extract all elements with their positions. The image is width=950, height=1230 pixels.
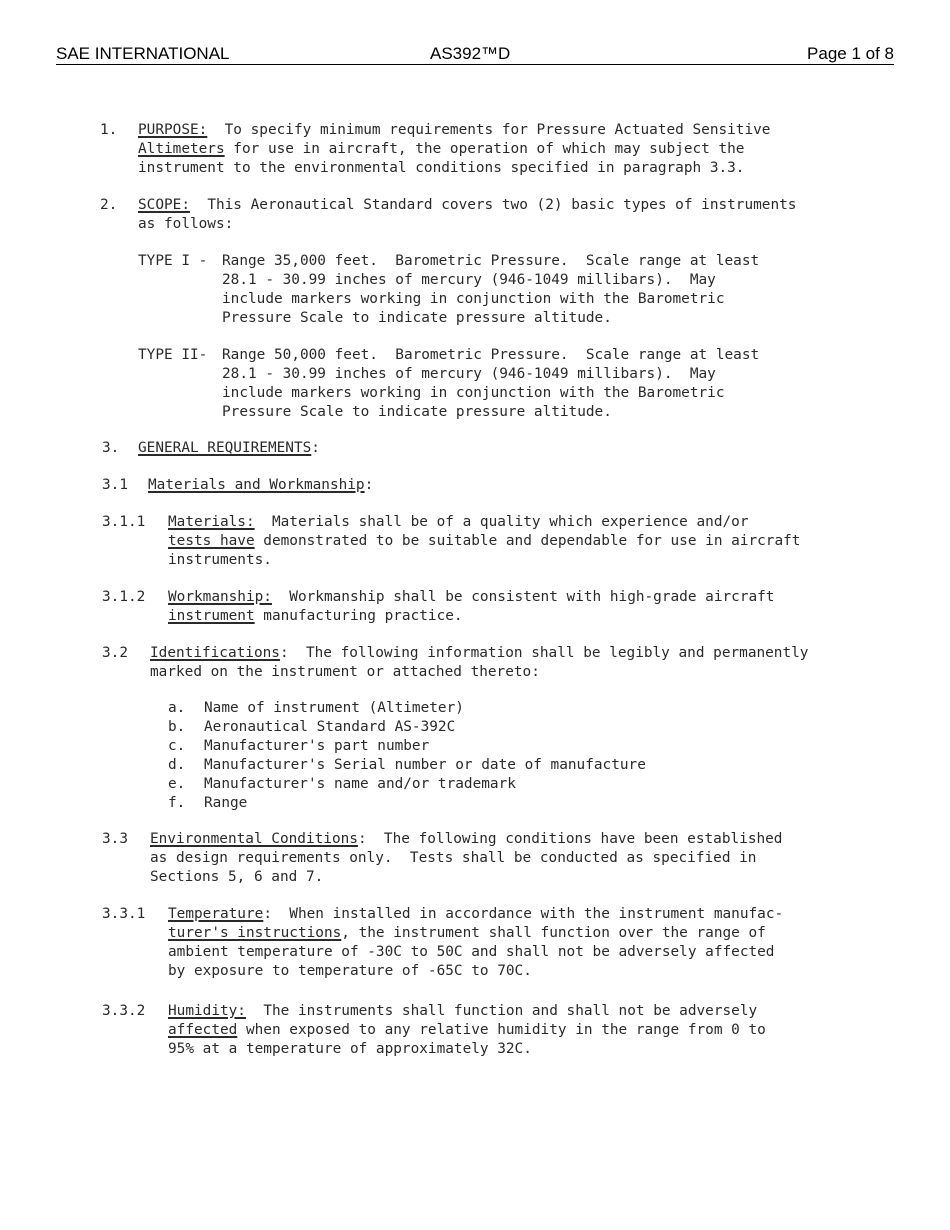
section-3-1-1-title: Materials: — [168, 514, 255, 530]
header-org: SAE INTERNATIONAL — [56, 44, 230, 63]
list-item: Manufacturer's name and/or trademark — [204, 776, 516, 792]
type-1-line-1: Range 35,000 feet. Barometric Pressure. Scale range at least — [222, 253, 760, 269]
type-1-label: TYPE I - — [138, 253, 208, 269]
section-3-3-number: 3.3 — [102, 831, 128, 847]
section-3-2-number: 3.2 — [102, 645, 128, 661]
section-1-line-1: PURPOSE: To specify minimum requirements for Pressure Actuated Sensitive — [138, 122, 771, 138]
section-3-title: GENERAL REQUIREMENTS — [138, 440, 312, 456]
section-3-1-2-line-1: Workmanship: Workmanship shall be consistent with high-grade aircraft — [168, 589, 775, 605]
list-item: Manufacturer's part number — [204, 738, 430, 754]
section-3-number: 3. — [102, 440, 120, 456]
section-3-3-2-line-1: Humidity: The instruments shall function and shall not be adversely — [168, 1003, 758, 1019]
section-3-3-1-line-2: turer's instructions, the instrument shall function over the range of — [168, 925, 766, 941]
section-3-1-heading: Materials and Workmanship: — [148, 477, 374, 493]
section-1-line-2: Altimeters for use in aircraft, the operation of which may subject the — [138, 141, 745, 157]
section-3-heading: GENERAL REQUIREMENTS: — [138, 440, 320, 456]
section-3-3-2-number: 3.3.2 — [102, 1003, 146, 1019]
section-2-line-2: as follows: — [138, 216, 234, 232]
section-3-1-1-number: 3.1.1 — [102, 514, 146, 530]
type-2-line-2: 28.1 - 30.99 inches of mercury (946-1049 millibars). May — [222, 366, 716, 382]
section-3-1-2-title: Workmanship: — [168, 589, 272, 605]
type-1-line-2: 28.1 - 30.99 inches of mercury (946-1049 millibars). May — [222, 272, 716, 288]
section-3-3-1-line-4: by exposure to temperature of -65C to 70C. — [168, 963, 532, 979]
section-2-number: 2. — [100, 197, 118, 213]
section-3-3-line-2: as design requirements only. Tests shall be conducted as specified in — [150, 850, 757, 866]
section-3-3-2-line-3: 95% at a temperature of approximately 32C. — [168, 1041, 532, 1057]
list-item-letter: b. — [168, 719, 186, 735]
section-1-line-3: instrument to the environmental conditions specified in paragraph 3.3. — [138, 160, 745, 176]
section-3-3-title: Environmental Conditions — [150, 831, 358, 847]
section-3-1-2-number: 3.1.2 — [102, 589, 146, 605]
section-3-3-1-line-1: Temperature: When installed in accordance with the instrument manufac- — [168, 906, 784, 922]
type-2-line-1: Range 50,000 feet. Barometric Pressure. Scale range at least — [222, 347, 760, 363]
list-item: Range — [204, 795, 248, 811]
section-3-3-line-1: Environmental Conditions: The following conditions have been established — [150, 831, 783, 847]
section-1-number: 1. — [100, 122, 118, 138]
type-2-label: TYPE II- — [138, 347, 208, 363]
list-item-letter: a. — [168, 700, 186, 716]
section-3-3-1-number: 3.3.1 — [102, 906, 146, 922]
section-3-1-1-line-1: Materials: Materials shall be of a quality which experience and/or — [168, 514, 749, 530]
header-page-number: Page 1 of 8 — [807, 44, 894, 63]
type-1-line-4: Pressure Scale to indicate pressure altitude. — [222, 310, 612, 326]
section-3-3-2-line-2: affected when exposed to any relative humidity in the range from 0 to — [168, 1022, 766, 1038]
list-item: Aeronautical Standard AS-392C — [204, 719, 456, 735]
type-2-line-4: Pressure Scale to indicate pressure altitude. — [222, 404, 612, 420]
section-3-1-number: 3.1 — [102, 477, 128, 493]
list-item: Manufacturer's Serial number or date of manufacture — [204, 757, 646, 773]
type-1-line-3: include markers working in conjunction with the Barometric — [222, 291, 725, 307]
section-3-1-title: Materials and Workmanship — [148, 477, 365, 493]
section-3-2-title: Identifications — [150, 645, 280, 661]
list-item-letter: c. — [168, 738, 186, 754]
section-3-1-2-line-2: instrument manufacturing practice. — [168, 608, 463, 624]
list-item: Name of instrument (Altimeter) — [204, 700, 464, 716]
section-3-1-1-line-3: instruments. — [168, 552, 272, 568]
section-3-1-1-line-2: tests have demonstrated to be suitable and dependable for use in aircraft — [168, 533, 801, 549]
page-header — [56, 44, 894, 65]
section-3-3-line-3: Sections 5, 6 and 7. — [150, 869, 324, 885]
list-item-letter: d. — [168, 757, 186, 773]
section-3-3-2-title: Humidity: — [168, 1003, 246, 1019]
section-2-title: SCOPE: — [138, 197, 190, 213]
list-item-letter: f. — [168, 795, 186, 811]
list-item-letter: e. — [168, 776, 186, 792]
type-2-line-3: include markers working in conjunction with the Barometric — [222, 385, 725, 401]
section-3-2-line-1: Identifications: The following information shall be legibly and permanently — [150, 645, 809, 661]
section-3-3-1-line-3: ambient temperature of -30C to 50C and shall not be adversely affected — [168, 944, 775, 960]
section-1-title: PURPOSE: — [138, 122, 208, 138]
section-2-line-1: SCOPE: This Aeronautical Standard covers two (2) basic types of instruments — [138, 197, 797, 213]
header-doc-id: AS392™D — [430, 44, 511, 63]
section-3-3-1-title: Temperature — [168, 906, 264, 922]
section-3-2-line-2: marked on the instrument or attached thereto: — [150, 664, 540, 680]
